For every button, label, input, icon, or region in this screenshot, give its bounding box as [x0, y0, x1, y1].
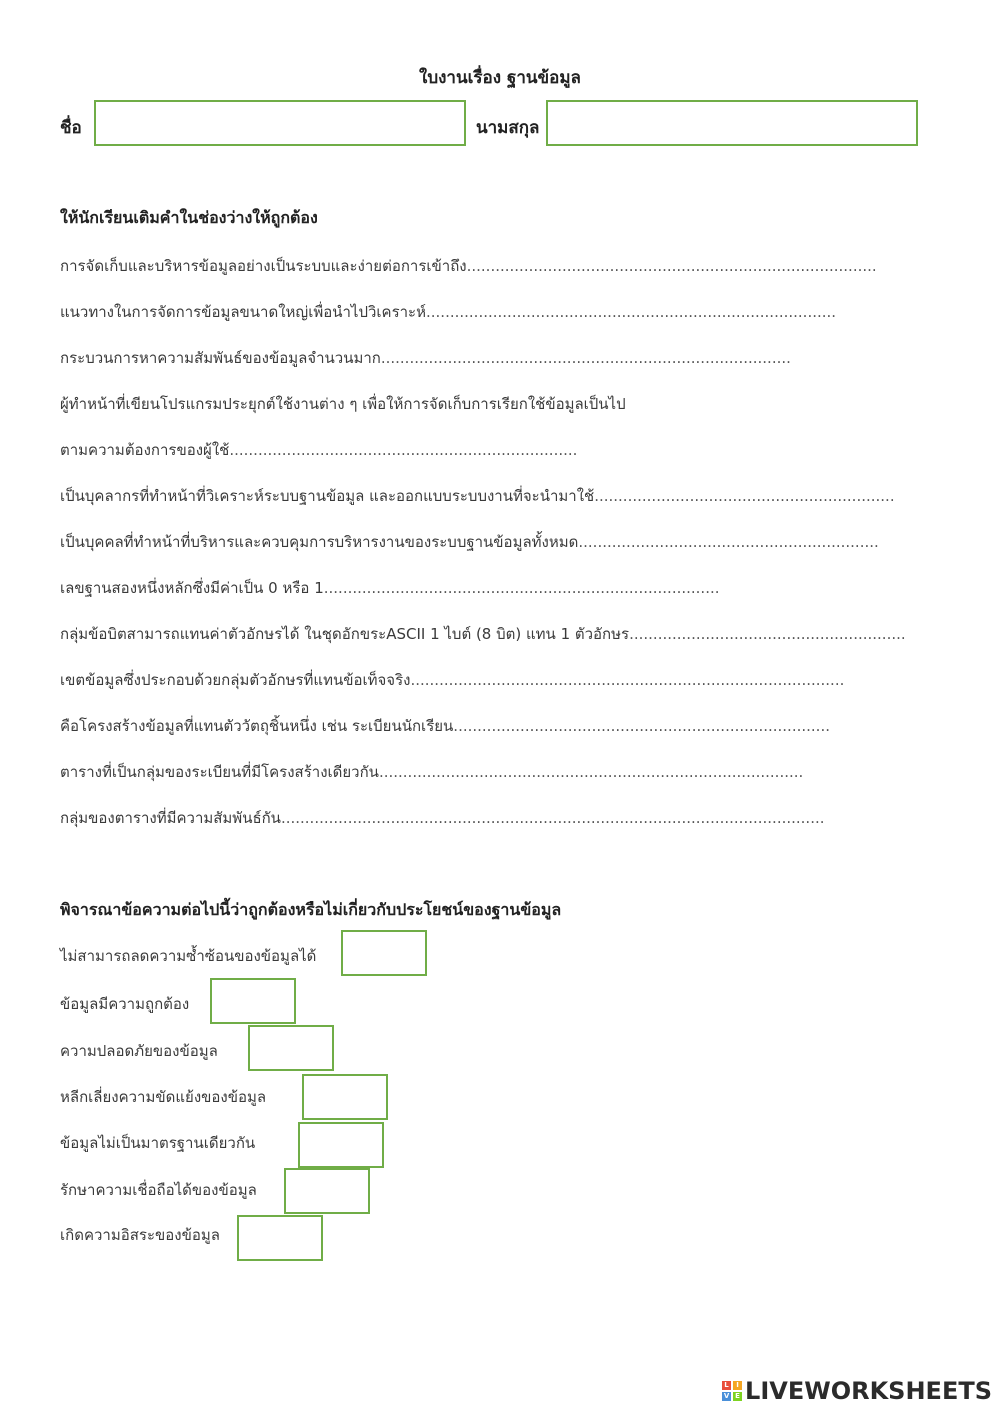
fill-in-blank[interactable]: ......................................................................................: [426, 303, 837, 321]
fill-in-text: แนวทางในการจัดการข้อมูลขนาดใหญ่เพื่อนำไปวิเคราะห์: [60, 303, 426, 321]
true-false-answer-box[interactable]: [248, 1025, 334, 1071]
fill-in-text: เลขฐานสองหนึ่งหลักซึ่งมีค่าเป็น 0 หรือ 1: [60, 579, 324, 597]
fill-in-item: [60, 392, 626, 416]
fill-in-blank[interactable]: .........................................................................: [229, 441, 578, 459]
true-false-answer-box[interactable]: [210, 978, 296, 1024]
fill-in-text: ตารางที่เป็นกลุ่มของระเบียนที่มีโครงสร้างเดียวกัน: [60, 763, 379, 781]
fill-in-item: [60, 530, 879, 554]
fill-in-heading: ให้นักเรียนเติมคำในช่องว่างให้ถูกต้อง: [60, 208, 318, 227]
true-false-heading: พิจารณาข้อความต่อไปนี้ว่าถูกต้องหรือไม่เกี่ยวกับประโยชน์ของฐานข้อมูล: [60, 900, 562, 919]
fill-in-blank[interactable]: ...............................................................................: [453, 717, 830, 735]
logo-letter: I: [733, 1381, 742, 1390]
fill-in-text: เป็นบุคคลที่ทำหน้าที่บริหารและควบคุมการบริหารงานของระบบฐานข้อมูลทั้งหมด: [60, 533, 579, 551]
fill-in-item: [60, 760, 803, 784]
fill-in-blank[interactable]: ...........................................................................................: [410, 671, 845, 689]
fill-in-item: [60, 622, 906, 646]
fill-in-text: ตามความต้องการของผู้ใช้: [60, 441, 230, 459]
logo-letter: V: [723, 1392, 730, 1400]
page-title: ใบงานเรื่อง ฐานข้อมูล: [419, 68, 581, 88]
fill-in-text: กระบวนการหาความสัมพันธ์ของข้อมูลจำนวนมาก: [60, 349, 381, 367]
true-false-statement: เกิดความอิสระของข้อมูล: [60, 1226, 220, 1244]
fill-in-blank[interactable]: ...............................................................: [578, 533, 879, 551]
true-false-statement: ข้อมูลไม่เป็นมาตรฐานเดียวกัน: [60, 1134, 256, 1152]
fill-in-text: กลุ่มของตารางที่มีความสัมพันธ์กัน: [60, 809, 281, 827]
true-false-answer-box[interactable]: [237, 1215, 323, 1261]
true-false-statement: หลีกเลี่ยงความขัดแย้งของข้อมูล: [60, 1088, 267, 1106]
true-false-statement: ความปลอดภัยของข้อมูล: [60, 1042, 218, 1060]
true-false-statement: รักษาความเชื่อถือได้ของข้อมูล: [60, 1181, 257, 1199]
fill-in-text: ผู้ทำหน้าที่เขียนโปรแกรมประยุกต์ใช้งานต่าง ๆ เพื่อให้การจัดเก็บการเรียกใช้ข้อมูลเป็นไป: [60, 395, 626, 413]
fill-in-text: กลุ่มข้อบิตสามารถแทนค่าตัวอักษรได้ ในชุดอักขระASCII 1 ไบต์ (8 บิต) แทน 1 ตัวอักษร: [60, 625, 630, 643]
fill-in-blank[interactable]: ...............................................................: [594, 487, 895, 505]
fill-in-text: คือโครงสร้างข้อมูลที่แทนตัววัตถุชิ้นหนึ่ง เช่น ระเบียนนักเรียน: [60, 717, 454, 735]
true-false-answer-box[interactable]: [298, 1122, 384, 1168]
logo-letter: L: [722, 1381, 731, 1390]
fill-in-text: เป็นบุคลากรที่ทำหน้าที่วิเคราะห์ระบบฐานข้อมูล และออกแบบระบบงานที่จะนำมาใช้: [60, 487, 595, 505]
logo-text: LIVEWORKSHEETS: [745, 1377, 992, 1405]
fill-in-blank[interactable]: ..........................................................: [629, 625, 906, 643]
fill-in-item: [60, 438, 577, 462]
surname-input[interactable]: [546, 100, 918, 146]
fill-in-blank[interactable]: ..................................................................................................................: [280, 809, 825, 827]
fill-in-text: เขตข้อมูลซึ่งประกอบด้วยกลุ่มตัวอักษรที่แทนข้อเท็จจริง: [60, 671, 411, 689]
fill-in-item: [60, 576, 720, 600]
fill-in-blank[interactable]: ...................................................................................: [323, 579, 720, 597]
fill-in-item: [60, 346, 791, 370]
fill-in-blank[interactable]: ......................................................................................: [380, 349, 791, 367]
logo-live-icon: [722, 1381, 742, 1401]
fill-in-item: [60, 300, 836, 324]
true-false-statement: ข้อมูลมีความถูกต้อง: [60, 995, 190, 1013]
logo-letter: E: [733, 1392, 742, 1401]
fill-in-blank[interactable]: .........................................................................................: [378, 763, 804, 781]
true-false-answer-box[interactable]: [341, 930, 427, 976]
fill-in-item: [60, 254, 877, 278]
liveworksheets-logo: [722, 1377, 992, 1405]
fill-in-item: [60, 806, 825, 830]
name-label: ชื่อ: [60, 118, 82, 138]
true-false-answer-box[interactable]: [284, 1168, 370, 1214]
fill-in-item: [60, 668, 844, 692]
surname-label: นามสกุล: [476, 118, 540, 138]
fill-in-item: [60, 714, 830, 738]
fill-in-item: [60, 484, 895, 508]
true-false-statement: ไม่สามารถลดความซ้ำซ้อนของข้อมูลได้: [60, 947, 317, 965]
name-input[interactable]: [94, 100, 466, 146]
fill-in-blank[interactable]: ......................................................................................: [466, 257, 877, 275]
true-false-answer-box[interactable]: [302, 1074, 388, 1120]
fill-in-text: การจัดเก็บและบริหารข้อมูลอย่างเป็นระบบและง่ายต่อการเข้าถึง: [60, 257, 467, 275]
